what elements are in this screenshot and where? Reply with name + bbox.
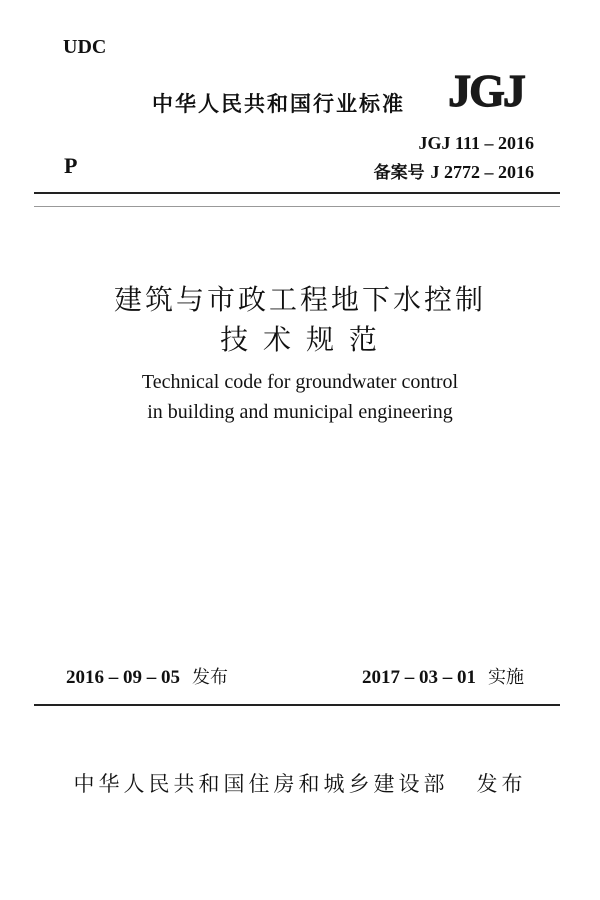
publish-verb: 发布 bbox=[476, 772, 527, 796]
standard-type: 中华人民共和国行业标准 bbox=[152, 92, 405, 116]
header-divider-thin bbox=[34, 206, 560, 207]
category-label: P bbox=[64, 153, 78, 178]
udc-label: UDC bbox=[63, 36, 107, 58]
filing-record bbox=[374, 158, 534, 183]
issue-date-block bbox=[66, 663, 228, 689]
effective-date-block bbox=[362, 663, 524, 689]
footer-divider bbox=[34, 704, 560, 706]
jgj-logo bbox=[436, 66, 536, 112]
filing-number: J 2772 – 2016 bbox=[430, 162, 534, 182]
filing-label: 备案号 bbox=[373, 163, 425, 183]
title-zh-line1: 建筑与市政工程地下水控制 bbox=[113, 283, 486, 316]
effective-date: 2017 – 03 – 01 bbox=[362, 667, 476, 688]
standard-code: JGJ 111 – 2016 bbox=[418, 133, 534, 153]
publisher-name: 中华人民共和国住房和城乡建设部 bbox=[73, 772, 449, 796]
publisher-block bbox=[0, 768, 600, 798]
issue-label: 发布 bbox=[192, 667, 228, 688]
title-en-line1: Technical code for groundwater control bbox=[141, 371, 459, 393]
title-en-line2: in building and municipal engineering bbox=[147, 401, 453, 423]
title-zh-line2: 技 术 规 范 bbox=[220, 323, 380, 356]
issue-date: 2016 – 09 – 05 bbox=[66, 667, 180, 688]
header-divider bbox=[34, 192, 560, 194]
jgj-logo-text: JGJ bbox=[448, 66, 524, 112]
effective-label: 实施 bbox=[488, 667, 524, 688]
